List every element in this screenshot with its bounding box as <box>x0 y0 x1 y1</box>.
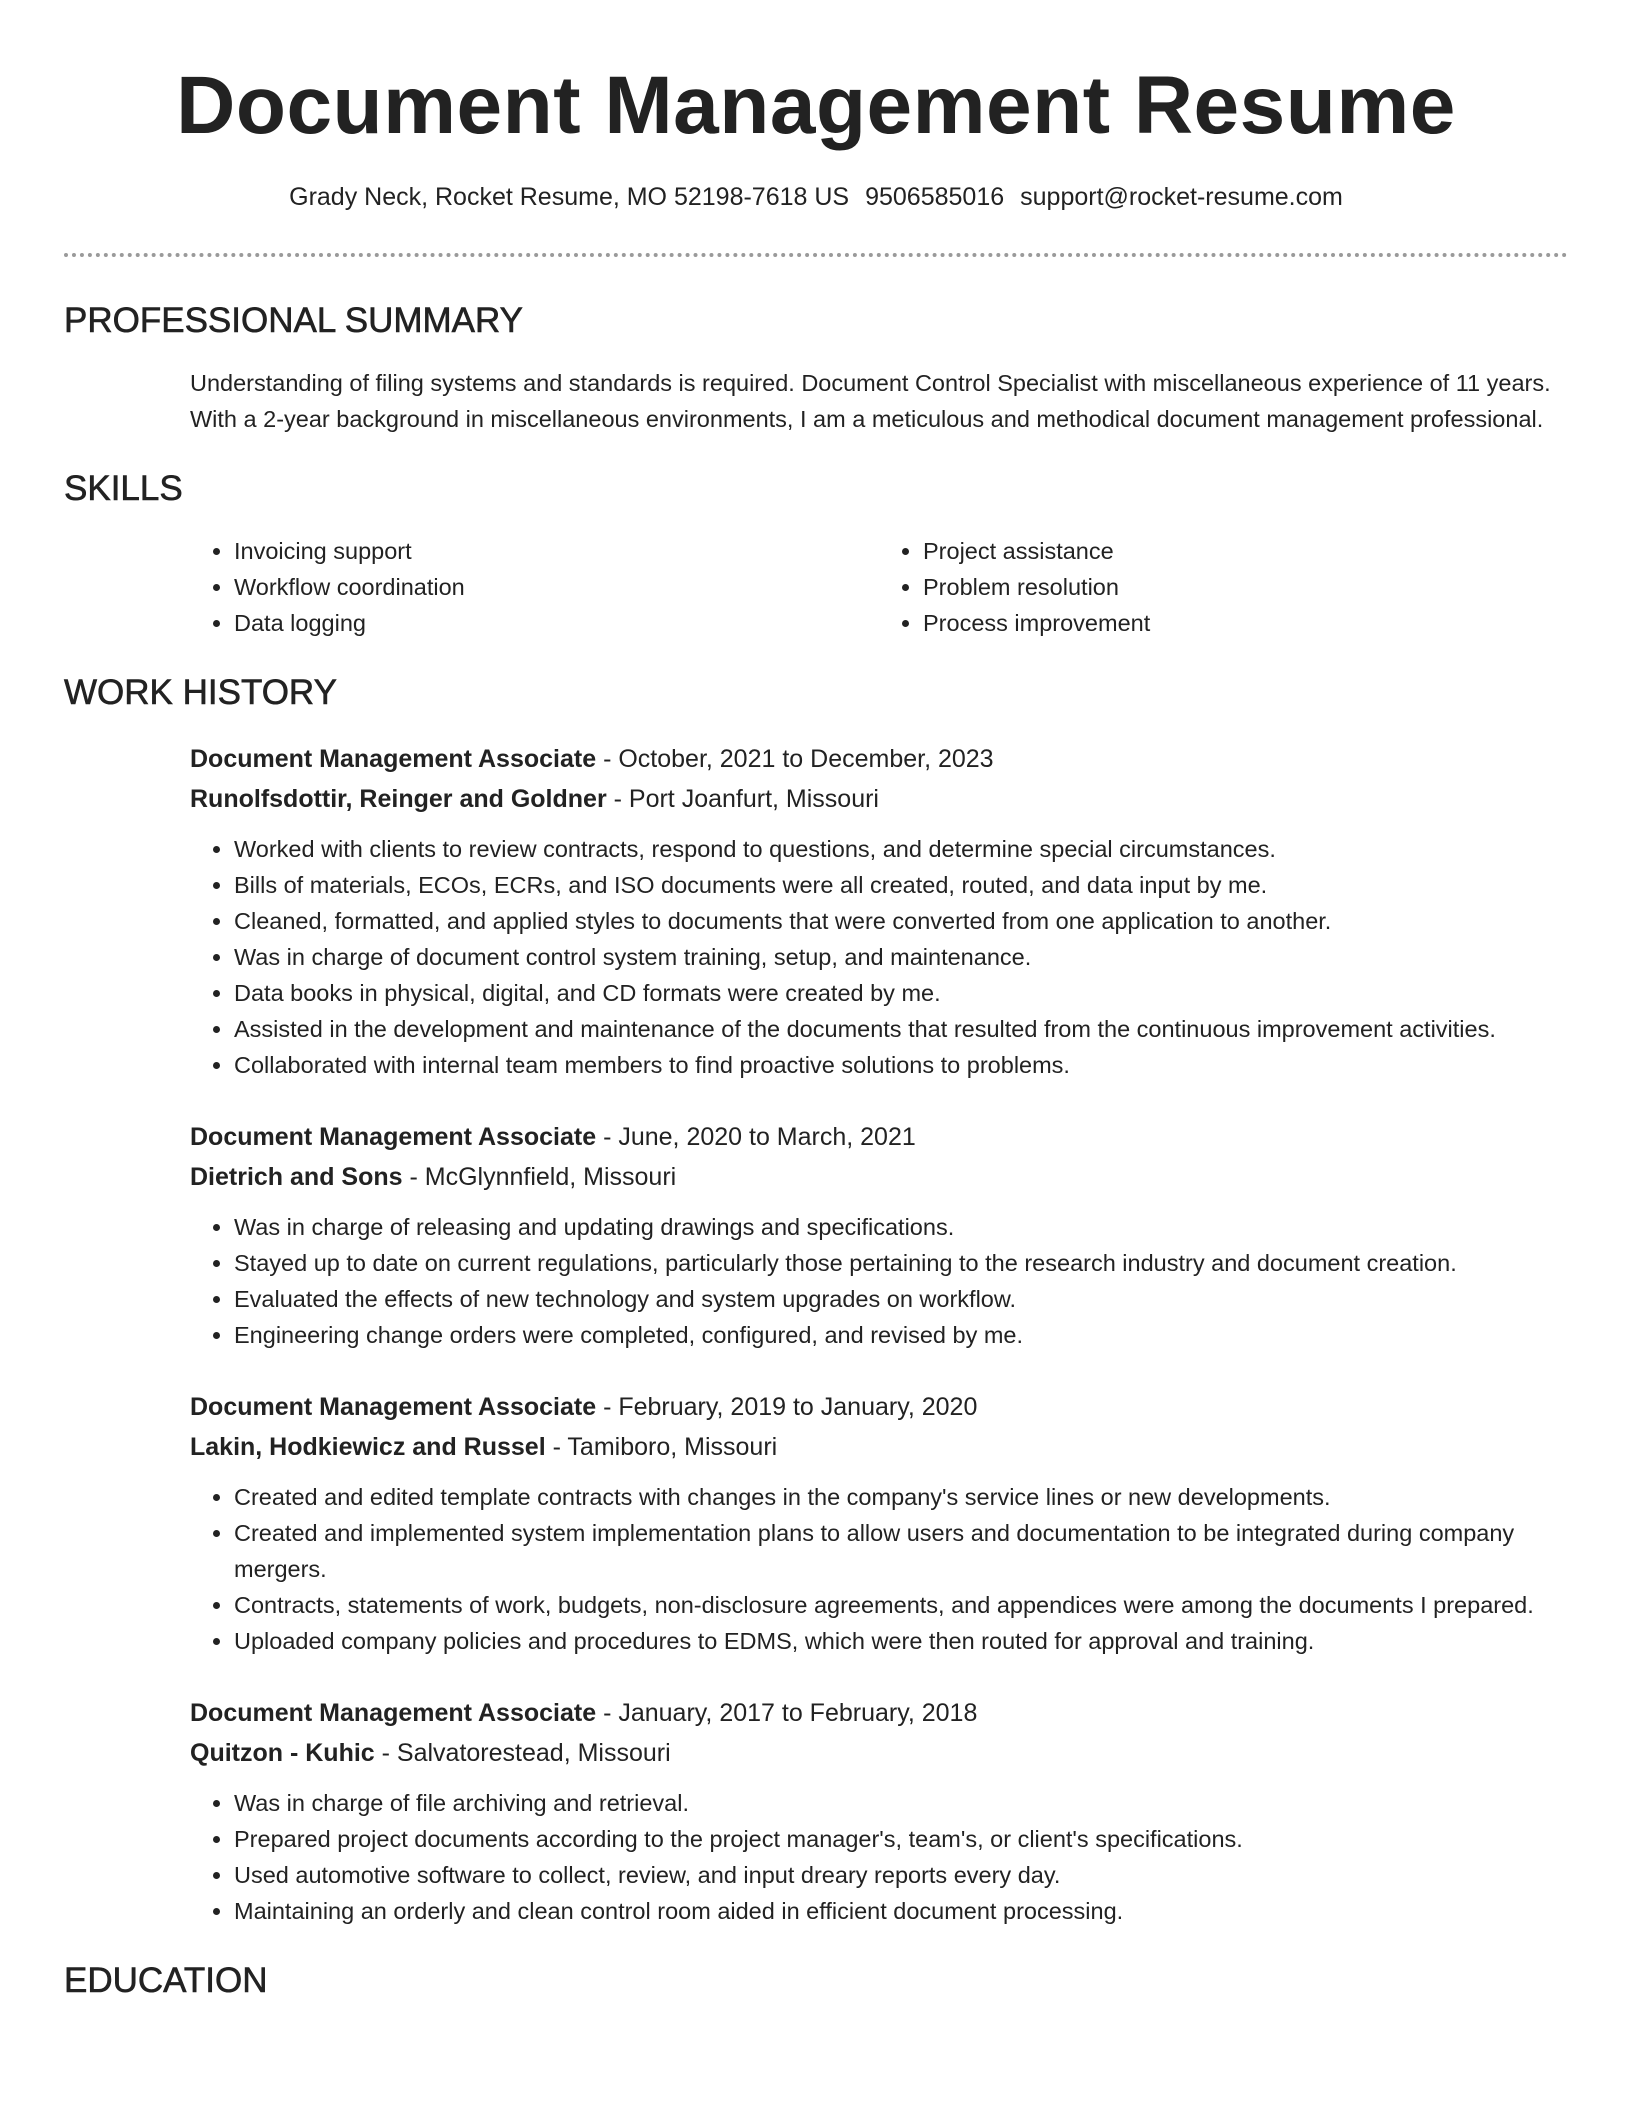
job-bullet: • Engineering change orders were completed, configured, and revised by me. <box>234 1317 1568 1353</box>
job-bullet: • Created and implemented system implementation plans to allow users and documentation to be integrated during company mergers. <box>234 1515 1568 1587</box>
job-entry <box>190 1117 1568 1353</box>
job-role: Document Management Associate <box>190 1699 597 1727</box>
job-location: - Salvatorestead, Missouri <box>374 1739 671 1767</box>
job-bullet: • Bills of materials, ECOs, ECRs, and ISO documents were all created, routed, and data input by me. <box>234 867 1568 903</box>
resume-page <box>64 0 1568 2003</box>
job-company: Lakin, Hodkiewicz and Russel <box>190 1433 546 1461</box>
job-company-line <box>190 1733 1568 1773</box>
job-bullet: • Was in charge of releasing and updating drawings and specifications. <box>234 1209 1568 1245</box>
job-entry <box>190 739 1568 1083</box>
job-bullet: • Assisted in the development and maintenance of the documents that resulted from the continuous improvement activities. <box>234 1011 1568 1047</box>
job-role-line <box>190 1387 1568 1427</box>
job-bullet: • Worked with clients to review contracts, respond to questions, and determine special circumstances. <box>234 831 1568 867</box>
skills-columns <box>190 533 1568 641</box>
job-company-line <box>190 1427 1568 1467</box>
education-heading: EDUCATION <box>64 1961 268 2000</box>
contact-line <box>64 180 1568 214</box>
skill-item: • Process improvement <box>923 605 1568 641</box>
job-role: Document Management Associate <box>190 1393 597 1421</box>
job-bullet: • Collaborated with internal team members to find proactive solutions to problems. <box>234 1047 1568 1083</box>
job-role-line <box>190 1117 1568 1157</box>
skill-item: • Invoicing support <box>234 533 879 569</box>
skill-item: • Data logging <box>234 605 879 641</box>
summary-section <box>64 299 1568 437</box>
job-company-line <box>190 1157 1568 1197</box>
skill-item: • Workflow coordination <box>234 569 879 605</box>
resume-title: Document Management Resume <box>176 60 1456 151</box>
job-company: Quitzon - Kuhic <box>190 1739 375 1767</box>
skills-section <box>64 467 1568 641</box>
skills-list-right <box>879 533 1568 641</box>
work-history-heading: WORK HISTORY <box>64 673 337 712</box>
job-bullets <box>190 1785 1568 1929</box>
job-company: Dietrich and Sons <box>190 1163 403 1191</box>
job-bullet: • Maintaining an orderly and clean control room aided in efficient document processing. <box>234 1893 1568 1929</box>
job-entry <box>190 1387 1568 1659</box>
job-bullet: • Contracts, statements of work, budgets, non-disclosure agreements, and appendices were among the documents I prepared. <box>234 1587 1568 1623</box>
skills-heading: SKILLS <box>64 469 183 508</box>
skills-list-left <box>190 533 879 641</box>
job-bullets <box>190 1209 1568 1353</box>
skill-item: • Problem resolution <box>923 569 1568 605</box>
job-bullets <box>190 831 1568 1083</box>
job-role: Document Management Associate <box>190 1123 597 1151</box>
contact-email: support@rocket-resume.com <box>1020 183 1343 211</box>
job-role: Document Management Associate <box>190 745 597 773</box>
job-location: - Port Joanfurt, Missouri <box>606 785 879 813</box>
job-dates: - February, 2019 to January, 2020 <box>596 1393 978 1421</box>
job-dates: - January, 2017 to February, 2018 <box>596 1699 978 1727</box>
education-section <box>64 1959 1568 2003</box>
job-company: Runolfsdottir, Reinger and Goldner <box>190 785 607 813</box>
job-bullet: • Evaluated the effects of new technology and system upgrades on workflow. <box>234 1281 1568 1317</box>
job-location: - Tamiboro, Missouri <box>545 1433 778 1461</box>
job-company-line <box>190 779 1568 819</box>
job-location: - McGlynnfield, Missouri <box>402 1163 677 1191</box>
job-bullets <box>190 1479 1568 1659</box>
job-dates: - June, 2020 to March, 2021 <box>596 1123 916 1151</box>
job-bullet: • Uploaded company policies and procedures to EDMS, which were then routed for approval and training. <box>234 1623 1568 1659</box>
job-bullet: • Created and edited template contracts with changes in the company's service lines or new developments. <box>234 1479 1568 1515</box>
header-divider <box>64 253 1568 257</box>
contact-phone: 9506585016 <box>865 183 1005 211</box>
job-bullet: • Prepared project documents according to the project manager's, team's, or client's specifications. <box>234 1821 1568 1857</box>
skill-item: • Project assistance <box>923 533 1568 569</box>
job-dates: - October, 2021 to December, 2023 <box>596 745 994 773</box>
job-entry <box>190 1693 1568 1929</box>
work-history-section <box>64 671 1568 1929</box>
contact-address: Grady Neck, Rocket Resume, MO 52198-7618 US <box>289 183 850 211</box>
job-bullet: • Data books in physical, digital, and CD formats were created by me. <box>234 975 1568 1011</box>
job-bullet: • Was in charge of file archiving and retrieval. <box>234 1785 1568 1821</box>
job-bullet: • Stayed up to date on current regulations, particularly those pertaining to the research industry and document creation. <box>234 1245 1568 1281</box>
job-bullet: • Used automotive software to collect, review, and input dreary reports every day. <box>234 1857 1568 1893</box>
summary-text: Understanding of filing systems and standards is required. Document Control Specialist with miscellaneous experience of 11 years. With a 2-year background in miscellaneous environments, I am a meticulous and methodical document management professional. <box>190 370 1551 432</box>
summary-heading: PROFESSIONAL SUMMARY <box>64 301 523 340</box>
job-role-line <box>190 739 1568 779</box>
job-role-line <box>190 1693 1568 1733</box>
job-bullet: • Cleaned, formatted, and applied styles to documents that were converted from one application to another. <box>234 903 1568 939</box>
job-bullet: • Was in charge of document control system training, setup, and maintenance. <box>234 939 1568 975</box>
